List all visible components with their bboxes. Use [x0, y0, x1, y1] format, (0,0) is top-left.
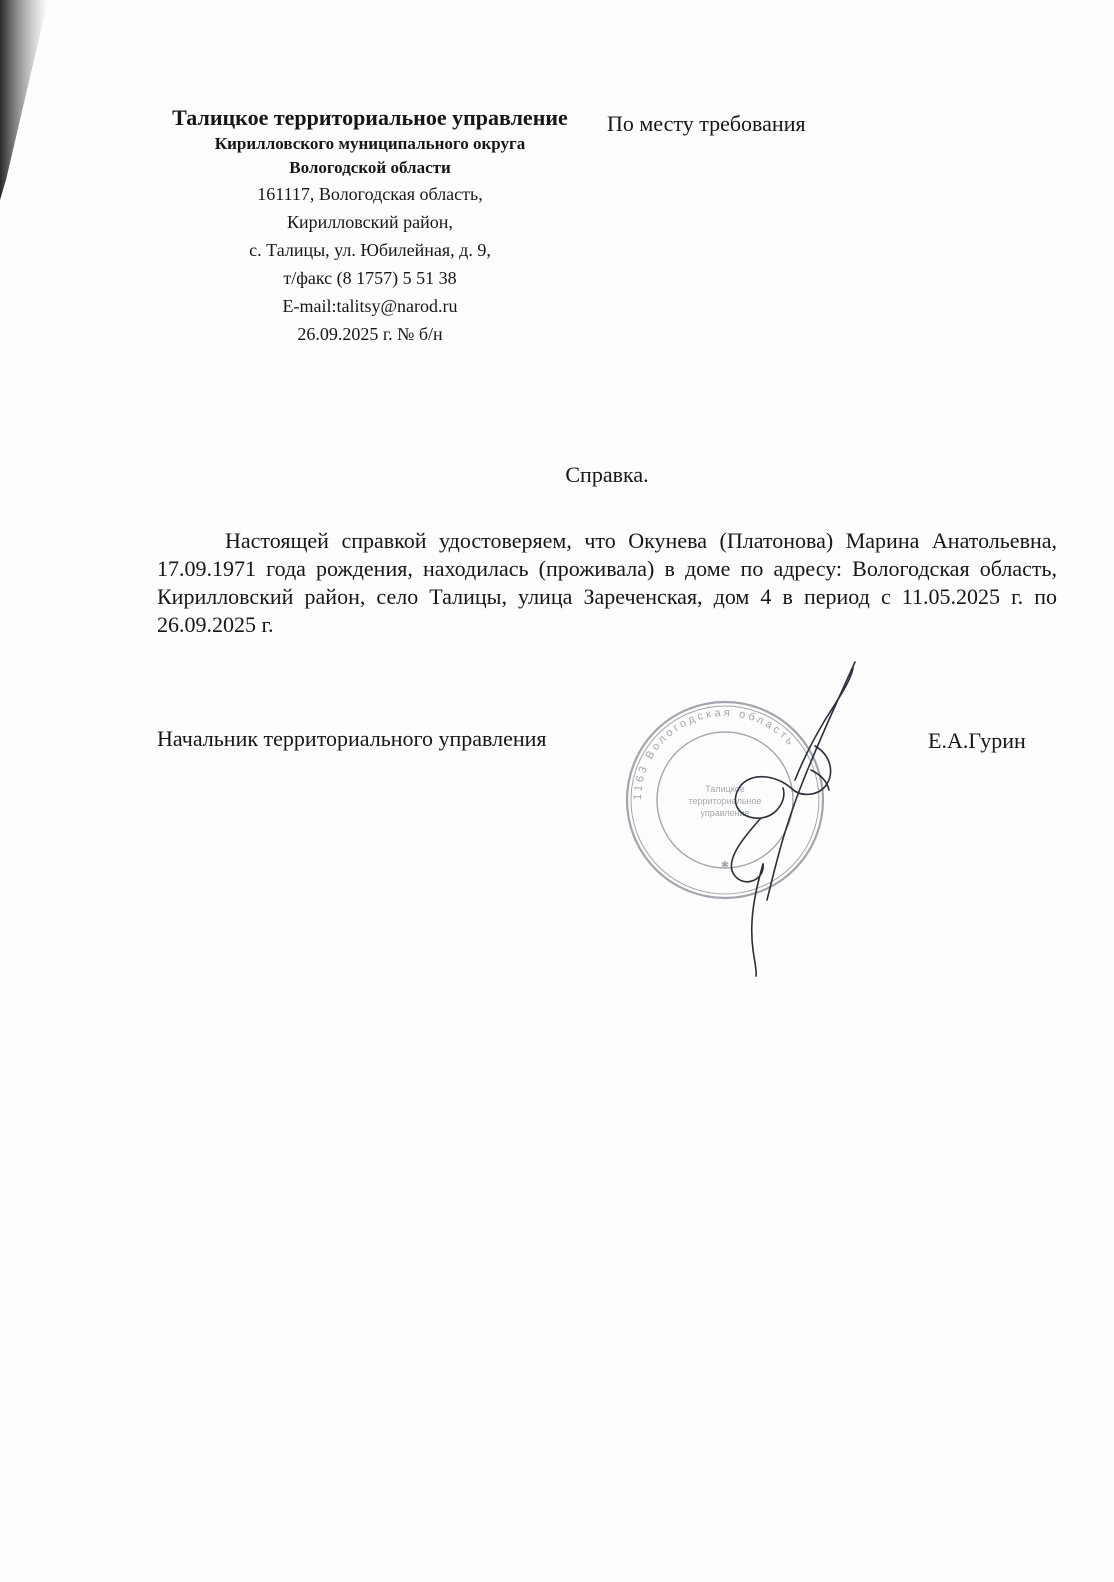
sender-org-district: Кирилловского муниципального округа	[214, 134, 526, 153]
sender-phone: т/факс (8 1757) 5 51 38	[283, 268, 457, 288]
seal-center-text-1: Талицкое	[705, 784, 745, 794]
seal-center-text-3: управление	[700, 808, 750, 818]
sender-email: E-mail:talitsy@narod.ru	[282, 296, 458, 316]
seal-center-text-2: территориальное	[688, 796, 762, 806]
seal-ring-text: 1163 Вологодская область	[631, 706, 798, 801]
signatory-name: Е.А.Гурин	[928, 728, 1026, 753]
sender-address-line-1: 161117, Вологодская область,	[257, 184, 483, 204]
stamp-and-signature	[615, 650, 875, 980]
sender-org-region: Вологодской области	[289, 158, 451, 177]
svg-text:✱: ✱	[720, 860, 730, 871]
sender-org-name: Талицкое территориальное управление	[172, 105, 568, 130]
document-title: Справка.	[565, 462, 649, 487]
document-body: Настоящей справкой удостоверяем, что Окунева (Платонова) Марина Анатольевна, 17.09.1971 года рождения, находилась (проживала) в доме по адресу: Вологодская область, Кирилловский район, село Талицы, улица Зареченская, дом 4 в период с 11.05.2025 г. по 26.09.2025 г.	[157, 528, 1057, 637]
sender-address-line-2: Кирилловский район,	[287, 212, 453, 232]
document-date-number: 26.09.2025 г. № б/н	[297, 324, 443, 344]
signatory-position: Начальник территориального управления	[157, 726, 547, 751]
official-seal-icon	[627, 702, 823, 898]
addressee: По месту требования	[607, 111, 806, 136]
scan-corner-shadow	[0, 0, 60, 200]
sender-block	[150, 104, 590, 348]
sender-address-line-3: с. Талицы, ул. Юбилейная, д. 9,	[249, 240, 491, 260]
